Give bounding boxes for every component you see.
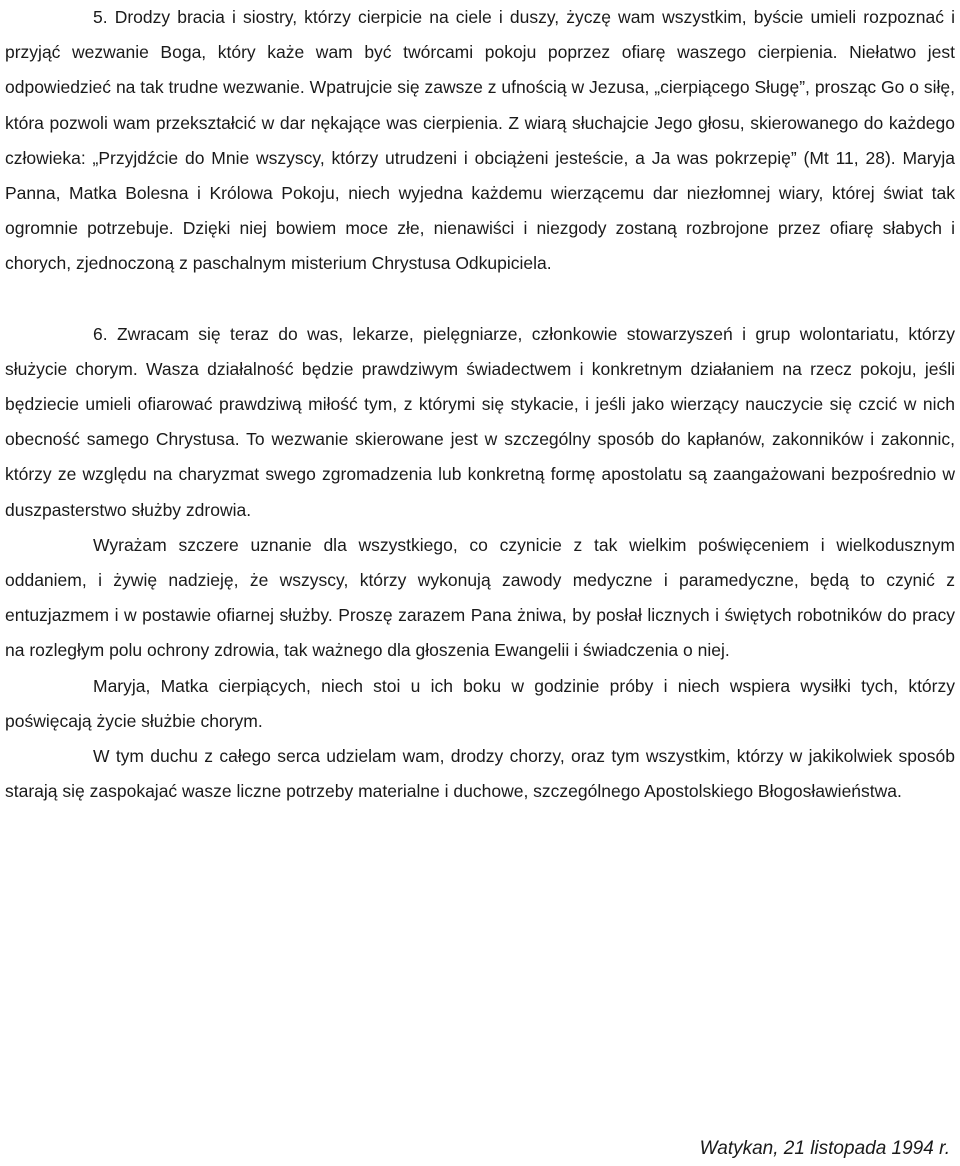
signature-date: Watykan, 21 listopada 1994 r. xyxy=(699,1138,950,1159)
paragraph-5: 5. Drodzy bracia i siostry, którzy cierpicie na ciele i duszy, życzę wam wszystkim, byście umieli rozpoznać i przyjąć wezwanie Boga, który każe wam być twórcami pokoju poprzez ofiarę waszego cierpienia. Niełatwo jest odpowiedzieć na tak trudne wezwanie. Wpatrujcie się zawsze z ufnością w Jezusa, „cierpiącego Sługę”, prosząc Go o siłę, która pozwoli wam przekształcić w dar nękające was cierpienia. Z wiarą słuchajcie Jego głosu, skierowanego do każdego człowieka: „Przyjdźcie do Mnie wszyscy, którzy utrudzeni i obciążeni jesteście, a Ja was pokrzepię” (Mt 11, 28). Maryja Panna, Matka Bolesna i Królowa Pokoju, niech wyjedna każdemu wierzącemu dar niezłomnej wiary, której świat tak ogromnie potrzebuje. Dzięki niej bowiem moce złe, nienawiści i niezgody zostaną rozbrojone przez ofiarę słabych i chorych, zjednoczoną z paschalnym misterium Chrystusa Odkupiciela. xyxy=(5,7,955,274)
paragraph-gratitude: Wyrażam szczere uznanie dla wszystkiego, co czynicie z tak wielkim poświęceniem i wielkodusznym oddaniem, i żywię nadzieję, że wszyscy, którzy wykonują zawody medyczne i paramedyczne, będą to czynić z entuzjazmem i w postawie ofiarnej służby. Proszę zarazem Pana żniwa, by posłał licznych i świętych robotników do pracy na rozległym polu ochrony zdrowia, tak ważnego dla głoszenia Ewangelii i świadczenia o niej. xyxy=(5,534,955,661)
paragraph-maryja: Maryja, Matka cierpiących, niech stoi u ich boku w godzinie próby i niech wspiera wysiłki tych, którzy poświęcają życie służbie chorym. xyxy=(5,675,955,731)
paragraph-6: 6. Zwracam się teraz do was, lekarze, pielęgniarze, członkowie stowarzyszeń i grup wolontariatu, którzy służycie chorym. Wasza działalność będzie prawdziwym świadectwem i konkretnym działaniem na rzecz pokoju, jeśli będziecie umieli ofiarować prawdziwą miłość tym, z którymi się stykacie, i jeśli jako wierzący nauczycie się czcić w nich obecność samego Chrystusa. To wezwanie skierowane jest w szczególny sposób do kapłanów, zakonników i zakonnic, którzy ze względu na charyzmat swego zgromadzenia lub konkretną formę apostolatu są zaangażowani bezpośrednio w duszpasterstwo służby zdrowia. xyxy=(5,323,955,520)
paragraph-blessing: W tym duchu z całego serca udzielam wam, drodzy chorzy, oraz tym wszystkim, którzy w jakikolwiek sposób starają się zaspokajać wasze liczne potrzeby materialne i duchowe, szczególnego Apostolskiego Błogosławieństwa. xyxy=(5,746,955,802)
document-page xyxy=(5,0,955,1166)
